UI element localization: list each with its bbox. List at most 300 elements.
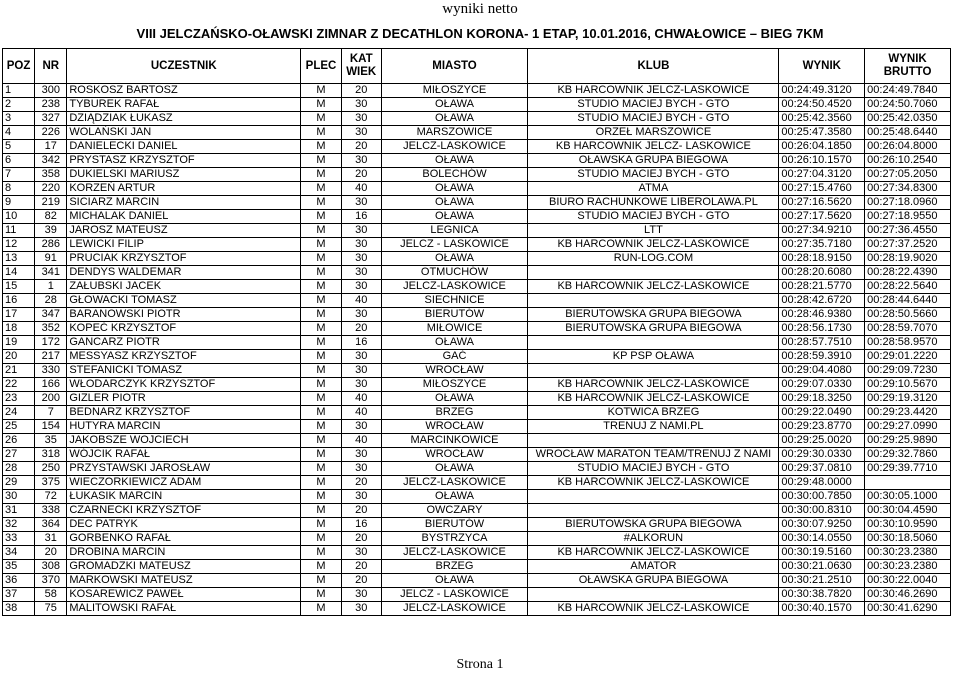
cell-plec: M xyxy=(301,98,342,112)
table-row xyxy=(3,434,951,448)
cell-klub xyxy=(528,336,779,350)
table-row xyxy=(3,336,951,350)
cell-wynik: 00:26:10.1570 xyxy=(779,154,865,168)
table-row xyxy=(3,154,951,168)
cell-miasto: MIŁOSZYCE xyxy=(381,378,528,392)
cell-wynik: 00:30:00.7850 xyxy=(779,490,865,504)
cell-wynik-brutto: 00:30:41.6290 xyxy=(865,602,951,616)
cell-poz: 31 xyxy=(3,504,35,518)
cell-kat-wiek: 30 xyxy=(341,112,381,126)
cell-kat-wiek: 30 xyxy=(341,490,381,504)
cell-uczestnik: ŁUKASIK MARCIN xyxy=(67,490,301,504)
cell-wynik: 00:27:16.5620 xyxy=(779,196,865,210)
cell-miasto: MIŁOSZYCE xyxy=(381,84,528,98)
cell-miasto: MARSZOWICE xyxy=(381,126,528,140)
cell-plec: M xyxy=(301,224,342,238)
cell-wynik: 00:30:14.0550 xyxy=(779,532,865,546)
cell-nr: 7 xyxy=(35,406,67,420)
cell-uczestnik: MARKOWSKI MATEUSZ xyxy=(67,574,301,588)
cell-nr: 1 xyxy=(35,280,67,294)
cell-wynik: 00:30:19.5160 xyxy=(779,546,865,560)
cell-plec: M xyxy=(301,532,342,546)
cell-nr: 342 xyxy=(35,154,67,168)
table-row xyxy=(3,574,951,588)
cell-miasto: OŁAWA xyxy=(381,154,528,168)
cell-miasto: JELCZ-LASKOWICE xyxy=(381,602,528,616)
cell-klub xyxy=(528,266,779,280)
col-miasto: MIASTO xyxy=(381,49,528,84)
cell-miasto: JELCZ - LASKOWICE xyxy=(381,588,528,602)
cell-wynik: 00:30:21.0630 xyxy=(779,560,865,574)
table-row xyxy=(3,238,951,252)
cell-wynik-brutto: 00:29:39.7710 xyxy=(865,462,951,476)
cell-nr: 300 xyxy=(35,84,67,98)
cell-nr: 308 xyxy=(35,560,67,574)
cell-klub: WROCŁAW MARATON TEAM/TRENUJ Z NAMI xyxy=(528,448,779,462)
cell-uczestnik: PRUCIAK KRZYSZTOF xyxy=(67,252,301,266)
cell-wynik-brutto: 00:29:09.7230 xyxy=(865,364,951,378)
cell-miasto: MIŁOWICE xyxy=(381,322,528,336)
cell-nr: 200 xyxy=(35,392,67,406)
cell-klub: LTT xyxy=(528,224,779,238)
cell-plec: M xyxy=(301,490,342,504)
cell-klub xyxy=(528,504,779,518)
table-row xyxy=(3,504,951,518)
table-row xyxy=(3,420,951,434)
cell-poz: 24 xyxy=(3,406,35,420)
table-row xyxy=(3,126,951,140)
cell-nr: 28 xyxy=(35,294,67,308)
table-row xyxy=(3,84,951,98)
cell-wynik-brutto: 00:27:34.8300 xyxy=(865,182,951,196)
cell-plec: M xyxy=(301,602,342,616)
cell-wynik: 00:24:50.4520 xyxy=(779,98,865,112)
cell-wynik: 00:30:40.1570 xyxy=(779,602,865,616)
cell-miasto: OŁAWA xyxy=(381,392,528,406)
results-table xyxy=(2,48,951,616)
cell-poz: 20 xyxy=(3,350,35,364)
cell-plec: M xyxy=(301,168,342,182)
cell-kat-wiek: 30 xyxy=(341,154,381,168)
cell-klub: KB HARCOWNIK JELCZ-LASKOWICE xyxy=(528,476,779,490)
col-poz: POZ xyxy=(3,49,35,84)
table-row xyxy=(3,532,951,546)
cell-nr: 20 xyxy=(35,546,67,560)
cell-wynik: 00:28:21.5770 xyxy=(779,280,865,294)
cell-klub: AMATOR xyxy=(528,560,779,574)
cell-kat-wiek: 30 xyxy=(341,224,381,238)
cell-miasto: OŁAWA xyxy=(381,112,528,126)
cell-wynik-brutto: 00:30:23.2380 xyxy=(865,546,951,560)
cell-wynik: 00:30:07.9250 xyxy=(779,518,865,532)
cell-miasto: MARCINKOWICE xyxy=(381,434,528,448)
cell-wynik-brutto: 00:30:18.5060 xyxy=(865,532,951,546)
cell-wynik: 00:29:37.0810 xyxy=(779,462,865,476)
cell-plec: M xyxy=(301,392,342,406)
cell-miasto: BIERUTÓW xyxy=(381,518,528,532)
cell-wynik-brutto: 00:30:10.9590 xyxy=(865,518,951,532)
cell-kat-wiek: 40 xyxy=(341,392,381,406)
cell-kat-wiek: 30 xyxy=(341,308,381,322)
cell-kat-wiek: 20 xyxy=(341,532,381,546)
cell-uczestnik: STEFANICKI TOMASZ xyxy=(67,364,301,378)
cell-poz: 21 xyxy=(3,364,35,378)
cell-wynik: 00:29:25.0020 xyxy=(779,434,865,448)
cell-nr: 172 xyxy=(35,336,67,350)
cell-uczestnik: GŁOWACKI TOMASZ xyxy=(67,294,301,308)
cell-kat-wiek: 20 xyxy=(341,168,381,182)
cell-miasto: JELCZ-LASKOWICE xyxy=(381,546,528,560)
cell-klub: KB HARCOWNIK JELCZ-LASKOWICE xyxy=(528,280,779,294)
cell-klub: KB HARCOWNIK JELCZ-LASKOWICE xyxy=(528,392,779,406)
cell-wynik-brutto: 00:30:23.2380 xyxy=(865,560,951,574)
cell-nr: 238 xyxy=(35,98,67,112)
cell-kat-wiek: 30 xyxy=(341,350,381,364)
cell-nr: 341 xyxy=(35,266,67,280)
cell-kat-wiek: 20 xyxy=(341,322,381,336)
cell-kat-wiek: 20 xyxy=(341,476,381,490)
cell-kat-wiek: 16 xyxy=(341,518,381,532)
cell-nr: 35 xyxy=(35,434,67,448)
cell-wynik: 00:27:35.7180 xyxy=(779,238,865,252)
cell-uczestnik: MICHALAK DANIEL xyxy=(67,210,301,224)
cell-miasto: JELCZ - LASKOWICE xyxy=(381,238,528,252)
cell-plec: M xyxy=(301,406,342,420)
cell-wynik: 00:29:30.0330 xyxy=(779,448,865,462)
cell-nr: 219 xyxy=(35,196,67,210)
cell-kat-wiek: 30 xyxy=(341,196,381,210)
table-row xyxy=(3,406,951,420)
cell-klub: STUDIO MACIEJ BYCH - GTO xyxy=(528,462,779,476)
cell-wynik-brutto: 00:27:36.4550 xyxy=(865,224,951,238)
cell-nr: 220 xyxy=(35,182,67,196)
table-row xyxy=(3,294,951,308)
cell-plec: M xyxy=(301,322,342,336)
cell-poz: 3 xyxy=(3,112,35,126)
table-row xyxy=(3,518,951,532)
cell-klub: TRENUJ Z NAMI.PL xyxy=(528,420,779,434)
cell-wynik-brutto: 00:24:50.7060 xyxy=(865,98,951,112)
table-row xyxy=(3,546,951,560)
cell-kat-wiek: 30 xyxy=(341,588,381,602)
cell-plec: M xyxy=(301,84,342,98)
cell-klub: STUDIO MACIEJ BYCH - GTO xyxy=(528,112,779,126)
cell-klub: BIERUTOWSKA GRUPA BIEGOWA xyxy=(528,518,779,532)
cell-miasto: WROCŁAW xyxy=(381,448,528,462)
cell-uczestnik: GIZLER PIOTR xyxy=(67,392,301,406)
cell-poz: 23 xyxy=(3,392,35,406)
cell-klub: KB HARCOWNIK JELCZ-LASKOWICE xyxy=(528,602,779,616)
col-nr: NR xyxy=(35,49,67,84)
cell-poz: 38 xyxy=(3,602,35,616)
cell-nr: 286 xyxy=(35,238,67,252)
cell-wynik-brutto: 00:30:04.4590 xyxy=(865,504,951,518)
cell-uczestnik: KORZEŃ ARTUR xyxy=(67,182,301,196)
cell-kat-wiek: 30 xyxy=(341,252,381,266)
cell-klub: STUDIO MACIEJ BYCH - GTO xyxy=(528,98,779,112)
cell-wynik: 00:29:04.4080 xyxy=(779,364,865,378)
cell-uczestnik: JAROSZ MATEUSZ xyxy=(67,224,301,238)
cell-kat-wiek: 16 xyxy=(341,210,381,224)
cell-kat-wiek: 40 xyxy=(341,406,381,420)
cell-klub: KP PSP OŁAWA xyxy=(528,350,779,364)
cell-nr: 375 xyxy=(35,476,67,490)
cell-klub: KB HARCOWNIK JELCZ-LASKOWICE xyxy=(528,84,779,98)
table-row xyxy=(3,252,951,266)
results-title: VIII JELCZAŃSKO-OŁAWSKI ZIMNAR Z DECATHLON KORONA- 1 ETAP, 10.01.2016, CHWAŁOWICE – BIEG 7KM xyxy=(136,26,824,41)
cell-uczestnik: TYBUREK RAFAŁ xyxy=(67,98,301,112)
cell-uczestnik: MESSYASZ KRZYSZTOF xyxy=(67,350,301,364)
cell-uczestnik: KOPEĆ KRZYSZTOF xyxy=(67,322,301,336)
cell-miasto: GAĆ xyxy=(381,350,528,364)
cell-plec: M xyxy=(301,462,342,476)
cell-wynik-brutto: 00:28:50.5660 xyxy=(865,308,951,322)
cell-poz: 16 xyxy=(3,294,35,308)
table-row xyxy=(3,378,951,392)
cell-miasto: JELCZ-LASKOWICE xyxy=(381,280,528,294)
cell-poz: 10 xyxy=(3,210,35,224)
cell-klub xyxy=(528,588,779,602)
cell-wynik: 00:29:23.8770 xyxy=(779,420,865,434)
cell-plec: M xyxy=(301,336,342,350)
cell-nr: 58 xyxy=(35,588,67,602)
cell-wynik-brutto: 00:29:19.3120 xyxy=(865,392,951,406)
table-row xyxy=(3,560,951,574)
cell-nr: 330 xyxy=(35,364,67,378)
cell-poz: 33 xyxy=(3,532,35,546)
col-kat-wiek: KAT WIEK xyxy=(341,49,381,84)
cell-wynik-brutto: 00:28:59.7070 xyxy=(865,322,951,336)
cell-plec: M xyxy=(301,154,342,168)
cell-kat-wiek: 30 xyxy=(341,126,381,140)
col-wynik-brutto: WYNIK BRUTTO xyxy=(865,49,951,84)
cell-kat-wiek: 20 xyxy=(341,84,381,98)
cell-wynik-brutto: 00:27:37.2520 xyxy=(865,238,951,252)
cell-plec: M xyxy=(301,280,342,294)
cell-plec: M xyxy=(301,294,342,308)
cell-miasto: OTMUCHÓW xyxy=(381,266,528,280)
cell-plec: M xyxy=(301,266,342,280)
table-row xyxy=(3,182,951,196)
cell-uczestnik: GORBENKO RAFAŁ xyxy=(67,532,301,546)
cell-wynik: 00:27:34.9210 xyxy=(779,224,865,238)
cell-wynik: 00:29:48.0000 xyxy=(779,476,865,490)
cell-nr: 217 xyxy=(35,350,67,364)
cell-miasto: OŁAWA xyxy=(381,196,528,210)
cell-klub: KOTWICA BRZEG xyxy=(528,406,779,420)
cell-wynik: 00:28:20.6080 xyxy=(779,266,865,280)
table-row xyxy=(3,210,951,224)
cell-plec: M xyxy=(301,378,342,392)
cell-poz: 35 xyxy=(3,560,35,574)
cell-wynik: 00:30:21.2510 xyxy=(779,574,865,588)
cell-nr: 91 xyxy=(35,252,67,266)
cell-plec: M xyxy=(301,574,342,588)
cell-uczestnik: HUTYRA MARCIN xyxy=(67,420,301,434)
col-wynik: WYNIK xyxy=(779,49,865,84)
cell-miasto: LEGNICA xyxy=(381,224,528,238)
cell-nr: 31 xyxy=(35,532,67,546)
col-klub: KLUB xyxy=(528,49,779,84)
cell-kat-wiek: 20 xyxy=(341,140,381,154)
cell-wynik-brutto: 00:25:42.0350 xyxy=(865,112,951,126)
cell-klub: KB HARCOWNIK JELCZ-LASKOWICE xyxy=(528,546,779,560)
cell-kat-wiek: 30 xyxy=(341,266,381,280)
cell-klub xyxy=(528,490,779,504)
cell-miasto: JELCZ-LASKOWICE xyxy=(381,476,528,490)
cell-poz: 13 xyxy=(3,252,35,266)
cell-wynik: 00:28:57.7510 xyxy=(779,336,865,350)
cell-klub: STUDIO MACIEJ BYCH - GTO xyxy=(528,210,779,224)
cell-wynik-brutto: 00:27:18.9550 xyxy=(865,210,951,224)
cell-uczestnik: GROMADZKI MATEUSZ xyxy=(67,560,301,574)
cell-kat-wiek: 30 xyxy=(341,238,381,252)
cell-klub: KB HARCOWNIK JELCZ-LASKOWICE xyxy=(528,238,779,252)
cell-uczestnik: BARANOWSKI PIOTR xyxy=(67,308,301,322)
cell-poz: 11 xyxy=(3,224,35,238)
cell-wynik-brutto: 00:29:01.2220 xyxy=(865,350,951,364)
cell-wynik-brutto: 00:29:27.0990 xyxy=(865,420,951,434)
cell-nr: 154 xyxy=(35,420,67,434)
cell-klub: KB HARCOWNIK JELCZ-LASKOWICE xyxy=(528,378,779,392)
cell-uczestnik: WŁODARCZYK KRZYSZTOF xyxy=(67,378,301,392)
table-row xyxy=(3,462,951,476)
cell-poz: 19 xyxy=(3,336,35,350)
table-row xyxy=(3,98,951,112)
cell-poz: 9 xyxy=(3,196,35,210)
cell-miasto: OŁAWA xyxy=(381,574,528,588)
cell-wynik-brutto: 00:28:22.5640 xyxy=(865,280,951,294)
cell-nr: 75 xyxy=(35,602,67,616)
cell-wynik-brutto: 00:29:23.4420 xyxy=(865,406,951,420)
cell-kat-wiek: 40 xyxy=(341,182,381,196)
cell-uczestnik: WOLAŃSKI JAN xyxy=(67,126,301,140)
cell-wynik: 00:30:00.8310 xyxy=(779,504,865,518)
cell-uczestnik: DENDYS WALDEMAR xyxy=(67,266,301,280)
cell-kat-wiek: 30 xyxy=(341,98,381,112)
cell-wynik-brutto: 00:30:46.2690 xyxy=(865,588,951,602)
cell-nr: 358 xyxy=(35,168,67,182)
cell-wynik: 00:29:18.3250 xyxy=(779,392,865,406)
cell-klub: OŁAWSKA GRUPA BIEGOWA xyxy=(528,574,779,588)
cell-uczestnik: WIECZORKIEWICZ ADAM xyxy=(67,476,301,490)
cell-plec: M xyxy=(301,560,342,574)
cell-miasto: OŁAWA xyxy=(381,98,528,112)
col-uczestnik: UCZESTNIK xyxy=(67,49,301,84)
cell-wynik: 00:25:42.3560 xyxy=(779,112,865,126)
cell-poz: 34 xyxy=(3,546,35,560)
cell-plec: M xyxy=(301,364,342,378)
cell-plec: M xyxy=(301,196,342,210)
cell-nr: 352 xyxy=(35,322,67,336)
cell-uczestnik: KOSAREWICZ PAWEŁ xyxy=(67,588,301,602)
cell-uczestnik: PRYSTASZ KRZYSZTOF xyxy=(67,154,301,168)
cell-plec: M xyxy=(301,210,342,224)
cell-wynik: 00:28:46.9380 xyxy=(779,308,865,322)
cell-wynik: 00:26:04.1850 xyxy=(779,140,865,154)
cell-miasto: BYSTRZYCA xyxy=(381,532,528,546)
cell-wynik: 00:28:56.1730 xyxy=(779,322,865,336)
page-footer: Strona 1 xyxy=(456,657,504,672)
cell-poz: 18 xyxy=(3,322,35,336)
cell-wynik: 00:29:22.0490 xyxy=(779,406,865,420)
cell-uczestnik: DEC PATRYK xyxy=(67,518,301,532)
cell-uczestnik: BEDNARZ KRZYSZTOF xyxy=(67,406,301,420)
cell-wynik-brutto: 00:28:58.9570 xyxy=(865,336,951,350)
cell-plec: M xyxy=(301,518,342,532)
table-row xyxy=(3,448,951,462)
cell-miasto: BIERUTÓW xyxy=(381,308,528,322)
cell-miasto: BRZEG xyxy=(381,406,528,420)
cell-poz: 8 xyxy=(3,182,35,196)
cell-kat-wiek: 30 xyxy=(341,420,381,434)
cell-wynik-brutto: 00:30:22.0040 xyxy=(865,574,951,588)
cell-kat-wiek: 16 xyxy=(341,336,381,350)
cell-kat-wiek: 20 xyxy=(341,574,381,588)
cell-wynik: 00:27:04.3120 xyxy=(779,168,865,182)
cell-plec: M xyxy=(301,182,342,196)
cell-plec: M xyxy=(301,420,342,434)
cell-wynik: 00:30:38.7820 xyxy=(779,588,865,602)
cell-wynik: 00:28:59.3910 xyxy=(779,350,865,364)
cell-klub: RUN-LOG.COM xyxy=(528,252,779,266)
cell-klub: STUDIO MACIEJ BYCH - GTO xyxy=(528,168,779,182)
cell-kat-wiek: 30 xyxy=(341,448,381,462)
cell-poz: 15 xyxy=(3,280,35,294)
cell-miasto: WROCŁAW xyxy=(381,364,528,378)
cell-wynik-brutto: 00:26:10.2540 xyxy=(865,154,951,168)
cell-plec: M xyxy=(301,308,342,322)
cell-kat-wiek: 40 xyxy=(341,294,381,308)
cell-miasto: JELCZ-LASKOWICE xyxy=(381,140,528,154)
cell-uczestnik: PRZYSTAWSKI JAROSŁAW xyxy=(67,462,301,476)
table-row xyxy=(3,196,951,210)
cell-nr: 318 xyxy=(35,448,67,462)
cell-nr: 250 xyxy=(35,462,67,476)
cell-poz: 28 xyxy=(3,462,35,476)
cell-wynik: 00:27:17.5620 xyxy=(779,210,865,224)
table-row xyxy=(3,308,951,322)
cell-wynik-brutto xyxy=(865,476,951,490)
table-row xyxy=(3,266,951,280)
cell-wynik-brutto: 00:26:04.8000 xyxy=(865,140,951,154)
cell-nr: 347 xyxy=(35,308,67,322)
table-row xyxy=(3,476,951,490)
table-row xyxy=(3,224,951,238)
cell-poz: 17 xyxy=(3,308,35,322)
col-plec: PLEC xyxy=(301,49,342,84)
cell-wynik-brutto: 00:30:05.1000 xyxy=(865,490,951,504)
cell-kat-wiek: 30 xyxy=(341,462,381,476)
table-row xyxy=(3,322,951,336)
table-row xyxy=(3,490,951,504)
cell-uczestnik: DZIĄDZIAK ŁUKASZ xyxy=(67,112,301,126)
cell-uczestnik: JAKOBSZE WOJCIECH xyxy=(67,434,301,448)
cell-nr: 82 xyxy=(35,210,67,224)
cell-nr: 72 xyxy=(35,490,67,504)
cell-poz: 2 xyxy=(3,98,35,112)
cell-poz: 37 xyxy=(3,588,35,602)
cell-plec: M xyxy=(301,252,342,266)
cell-wynik: 00:28:42.6720 xyxy=(779,294,865,308)
cell-kat-wiek: 30 xyxy=(341,602,381,616)
cell-plec: M xyxy=(301,588,342,602)
cell-poz: 1 xyxy=(3,84,35,98)
cell-plec: M xyxy=(301,112,342,126)
cell-miasto: OŁAWA xyxy=(381,252,528,266)
cell-poz: 14 xyxy=(3,266,35,280)
cell-plec: M xyxy=(301,434,342,448)
